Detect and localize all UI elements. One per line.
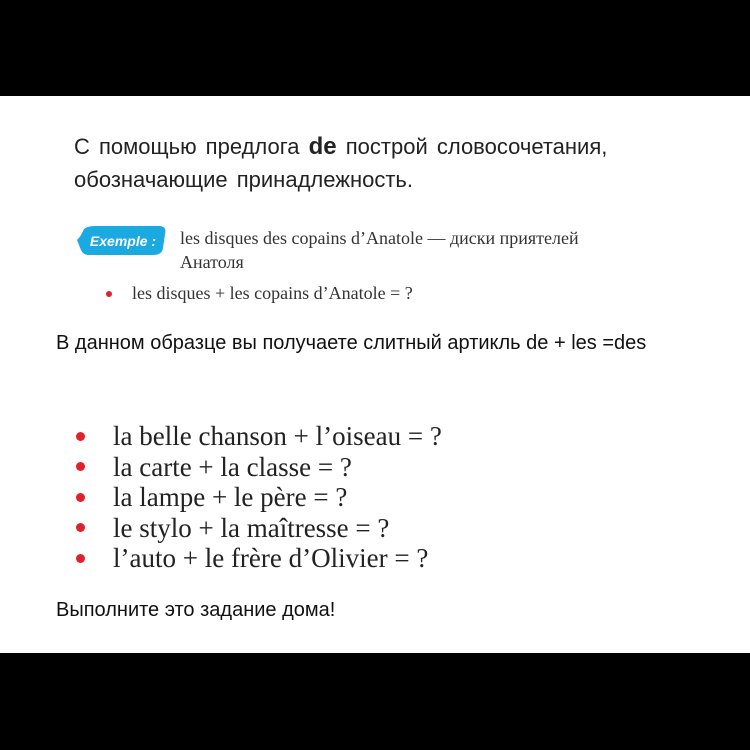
example-badge-label: Exemple : bbox=[89, 233, 157, 249]
worksheet-page bbox=[0, 96, 750, 653]
bullet-icon bbox=[106, 291, 112, 297]
example-badge bbox=[77, 226, 167, 256]
example-prompt-row bbox=[106, 283, 413, 304]
task-keyword: de bbox=[308, 133, 337, 160]
exercise-text: l’auto + le frère d’Olivier = ? bbox=[113, 543, 429, 573]
exercise-item bbox=[74, 543, 442, 574]
exercise-text: la carte + la classe = ? bbox=[113, 451, 352, 482]
exercise-text: le stylo + la maîtresse = ? bbox=[113, 512, 390, 543]
exercise-text: la belle chanson + l’oiseau = ? bbox=[113, 421, 442, 451]
task-text-after: построй словосочетания, обозначающие принадлежность. bbox=[74, 134, 608, 192]
exercise-list bbox=[74, 421, 442, 574]
exercise-item bbox=[74, 452, 442, 483]
bullet-icon bbox=[76, 462, 85, 471]
homework-note: Выполните это задание дома! bbox=[56, 599, 336, 621]
article-note: В данном образце вы получаете слитный артикль de + les =des bbox=[56, 332, 647, 354]
exercise-item bbox=[74, 421, 442, 452]
bullet-icon bbox=[76, 523, 85, 532]
example-text: les disques des copains d’Anatole — диски приятелей Анатоля bbox=[180, 228, 579, 272]
example-prompt: les disques + les copains d’Anatole = ? bbox=[132, 283, 413, 303]
exercise-item bbox=[74, 513, 442, 544]
task-instruction bbox=[74, 130, 734, 196]
bullet-icon bbox=[76, 554, 85, 563]
bullet-icon bbox=[76, 432, 85, 441]
exercise-text: la lampe + le père = ? bbox=[113, 482, 348, 512]
exercise-item bbox=[74, 482, 442, 513]
bullet-icon bbox=[76, 493, 85, 502]
task-text-before: С помощью предлога bbox=[74, 134, 309, 159]
